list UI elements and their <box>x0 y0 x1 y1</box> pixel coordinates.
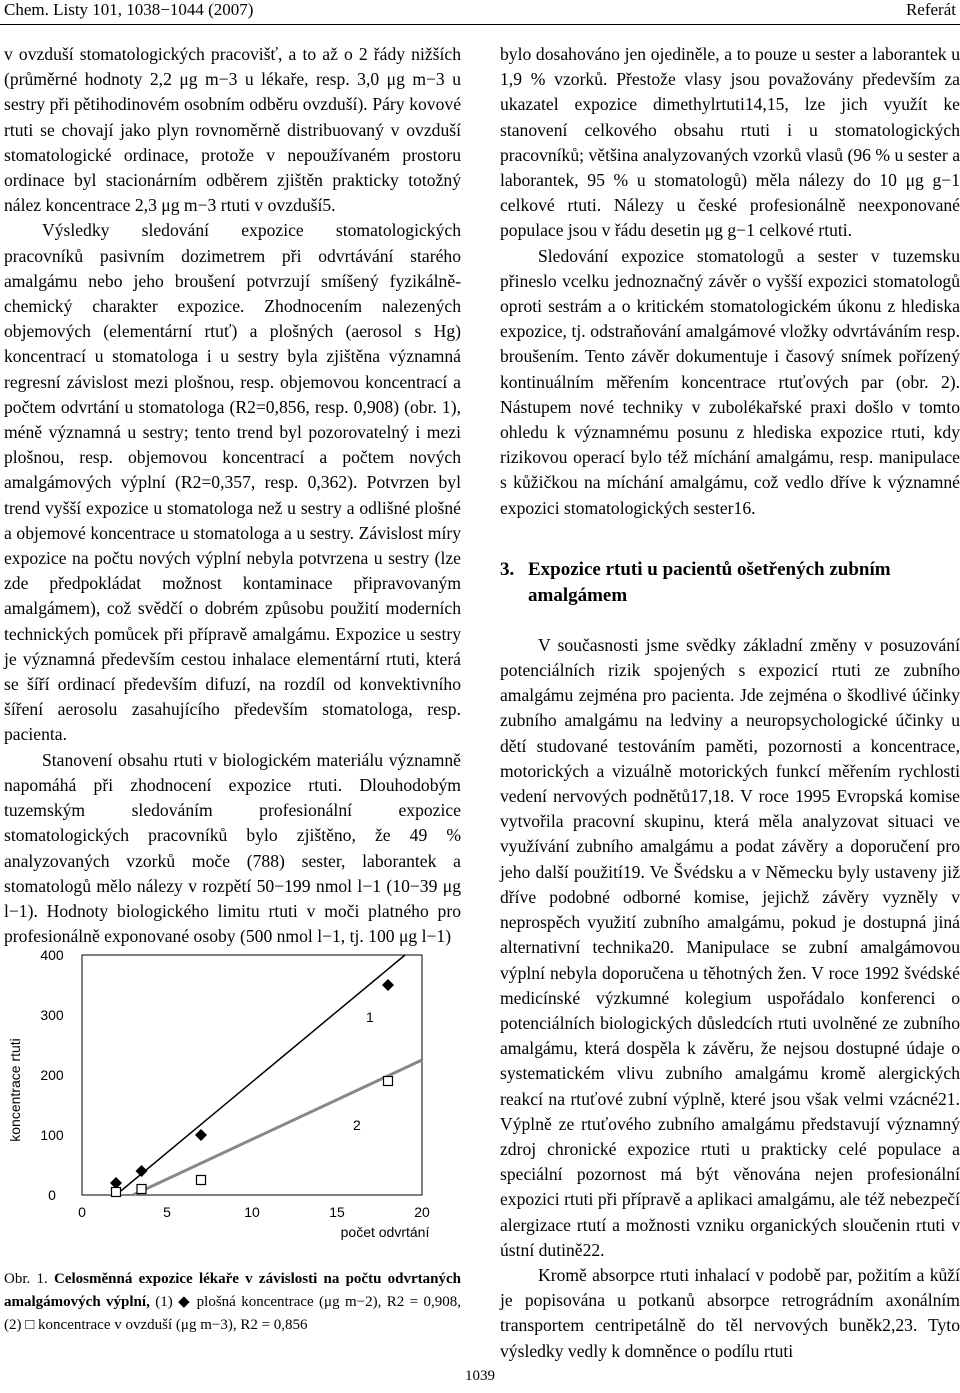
x-tick-label: 15 <box>329 1204 345 1220</box>
y-tick-label: 400 <box>40 947 64 963</box>
caption-title: Celosměnná expozice lékaře v závislosti na počtu odvrtaných amalgámových výplní, <box>4 1271 462 1310</box>
data-point-square <box>137 1185 146 1194</box>
figure-1-chart <box>0 940 460 1240</box>
right-paragraph: Kromě absorpce rtuti inhalací v podobě par, požitím a kůží je popisována u potkanů absorpce retrográdním axonálním transportem centripetálně do těl nervových buněk2,23. Tyto výsledky vedly k domněnce o podílu rtuti <box>500 1264 960 1361</box>
y-tick-label: 0 <box>48 1187 56 1203</box>
x-tick-label: 0 <box>78 1204 86 1220</box>
right-paragraph: bylo dosahováno jen ojediněle, a to pouze u sester a laborantek u 1,9 % vzorků. Přestože vlasy jsou považovány především za ukazatel expozice dimethylrtuti14,15, lze jich využít ke stanovení celkového obsahu rtuti i u stomatologických pracovníků; většina analyzovaných vzorků vlasů (96 % u sester a laborantek, 95 % u stomatologů) měla nálezy do 10 μg g−1 celkové rtuti. Nálezy u české profesionálně neexponované populace jsou v řádu desetin μg g−1 celkové rtuti. <box>500 44 960 241</box>
page-number: 1039 <box>465 1368 495 1384</box>
left-paragraph: Stanovení obsahu rtuti v biologickém materiálu významně napomáhá při zhodnocení expozice rtuti. Dlouhodobým tuzemským sledováním profesionální expozice stomatologických pracovníků bylo zjištěno, že 49 % analyzovaných vzorků moče (788) sester, laborantek a stomatologů mělo nálezy v rozpětí 50−199 nmol l−1 (10−39 μg l−1). Hodnoty biologického limitu rtuti v moči platného pro profesionálně exponované osoby (500 nmol l−1, tj. 100 μg l−1) <box>4 749 461 947</box>
data-point-square <box>197 1176 206 1185</box>
right-paragraph: Sledování expozice stomatologů a sester v tuzemsku přineslo vcelku jednoznačný závěr o vyšší expozici stomatologů oproti sestrám a o kritickém stomatologickém úkonu z hlediska expozice, tj. odstraňování amalgámové vložky odvrtáváním resp. broušením. Tento závěr dokumentuje i časový snímek pořízený kontinuálním měřením koncentrace rtuťových par (obr. 2). Nástupem nové techniky v zubolékařské praxi došlo v tomto ohledu k významnému posunu z hlediska expozice rtuti, kdy rizikovou operací bylo též míchání amalgámu, resp. manipulace s kůžičkou na míchání amalgámu, což vedlo dříve k významné expozici stomatologických sester16. <box>500 245 960 518</box>
y-axis-label: koncentrace rtuti <box>7 1038 23 1142</box>
figure-caption <box>4 1268 461 1337</box>
caption-text: (1) ◆ plošná koncentrace (μg m−2), R2 = 0,908, (2) □ koncentrace v ovzduší (μg m−3), R2 = 0,856 <box>4 1294 461 1333</box>
data-point-diamond <box>382 979 394 991</box>
journal-citation: Chem. Listy 101, 1038−1044 (2007) <box>4 0 254 19</box>
data-point-square <box>112 1188 121 1197</box>
x-tick-label: 5 <box>163 1204 171 1220</box>
series-label-1: 1 <box>366 1009 374 1025</box>
section-heading <box>500 557 960 609</box>
plot-frame <box>82 955 422 1195</box>
data-point-diamond <box>136 1165 148 1177</box>
left-paragraph: v ovzduší stomatologických pracovišť, a to až o 2 řády nižších (průměrné hodnoty 2,2 μg m−3 u lékaře, resp. 3,0 μg m−3 u sestry při pětihodinovém osobním odběru ovzduší). Páry kovové rtuti se chovají jako plyn rovnoměrně distribuovaný v ovzduší stomatologické ordinace, protože v nepoužívaném prostoru ordinace byl stacionárním odběrem zjištěn prakticky totožný nález koncentrace 2,3 μg m−3 rtuti v ovzduší5. <box>4 44 461 216</box>
left-column <box>4 42 461 949</box>
x-axis-label: počet odvrtání <box>340 1224 430 1240</box>
data-point-diamond <box>195 1129 207 1141</box>
x-tick-label: 10 <box>244 1204 260 1220</box>
page-header <box>0 0 960 22</box>
caption-label: Obr. 1. <box>4 1271 48 1287</box>
header-rule <box>0 24 960 25</box>
x-tick-label: 20 <box>414 1204 430 1220</box>
section-label: Referát <box>905 0 956 19</box>
trend-line-1 <box>116 955 405 1195</box>
section-title: Expozice rtuti u pacientů ošetřených zubním amalgámem <box>528 558 891 606</box>
left-paragraph: Výsledky sledování expozice stomatologických pracovníků pasivním dozimetrem při odvrtávání starého amalgámu nebo jeho broušení potvrzují smíšený fyzikálně-chemický charakter expozice. Zhodnocením nalezených objemových (elementární rtuť) a plošných (aerosol s Hg) koncentrací u stomatologa i u sestry byla zjištěna významná regresní závislost mezi plošnou, resp. objemovou koncentrací a počtem odvrtání u stomatologa (R2=0,856, resp. 0,908) (obr. 1), méně významná u sestry; tento trend byl pozorovatelný i mezi plošnou, resp. objemovou koncentrací a počtem nových amalgámových výplní (R2=0,357, resp. 0,362). Potvrzen byl trend vyšší expozice u stomatologa než u sestry a odlišné plošné a objemové koncentrace u stomatologa a u sestry. Závislost míry expozice na počtu nových výplní nebyla potvrzena u sestry (lze zde předpokládat možnost kontaminace připravovaným amalgámem), což svědčí o dobrém způsobu použití moderních technických pomůcek při přípravě amalgámu. Expozice u sestry je významná především cestou inhalace elementární rtuti, která se šíří ordinací především difuzí, na rozdíl od konvektivního šíření aerosolu zasahujícího především stomatologa, resp. pacienta. <box>4 220 461 745</box>
section-number: 3. <box>500 558 515 580</box>
right-column <box>500 42 960 1364</box>
data-point-square <box>384 1077 393 1086</box>
trend-line-2 <box>133 1060 422 1195</box>
y-tick-label: 300 <box>40 1007 64 1023</box>
series-label-2: 2 <box>353 1117 361 1133</box>
y-tick-label: 200 <box>40 1067 64 1083</box>
right-paragraph: V současnosti jsme svědky základní změny v posuzování potenciálních rizik spojených s expozicí rtuti ze zubního amalgámu zejména pro pacienta. Jde zejména o škodlivé účinky zubního amalgámu na ledviny a neuropsychologické účinky u dětí studované testováním paměti, pozornosti a koncentrace, motorických a vizuálně motorických funkcí měřením rychlosti vedení nervových podnětů17,18. V roce 1995 Evropská komise vytvořila pracovní skupinu, která měla analyzovat situaci ve využívání zubního amalgámu a podat závěry a doporučení pro jeho další použití19. Ve Švédsku a v Německu byly ustaveny již dříve podobné odborné komise, jejichž závěry vyzněly v neprospěch využití zubního amalgámu, pokud je dostupná jiná alternativní technika20. Manipulace se zubní amalgámovou výplní nebyla doporučena u těhotných žen. V roce 1992 švédské medicínské výzkumné kolegium uspořádalo konferenci o potenciálních biologických důsledcích rtuti uvolněné ze zubního amalgámu, která dospěla k závěru, že nejsou dostupné údaje o systematickém vlivu zubního amalgámu kromě alergických reakcí na rtuťové zubní výplně, které jsou však velmi vzácné21. Výplně ze rtuťového zubního amalgámu představují významný zdroj chronické expozice rtuti u prakticky celé populace a speciální pozornost má být věnována nejen profesionální expozici rtuti při přípravě a aplikaci amalgámu, ale též nebezpečí alergizace rtutí a možnosti vzniku organických sloučenin rtuti v ústní dutině22. <box>500 634 960 1260</box>
y-tick-label: 100 <box>40 1127 64 1143</box>
